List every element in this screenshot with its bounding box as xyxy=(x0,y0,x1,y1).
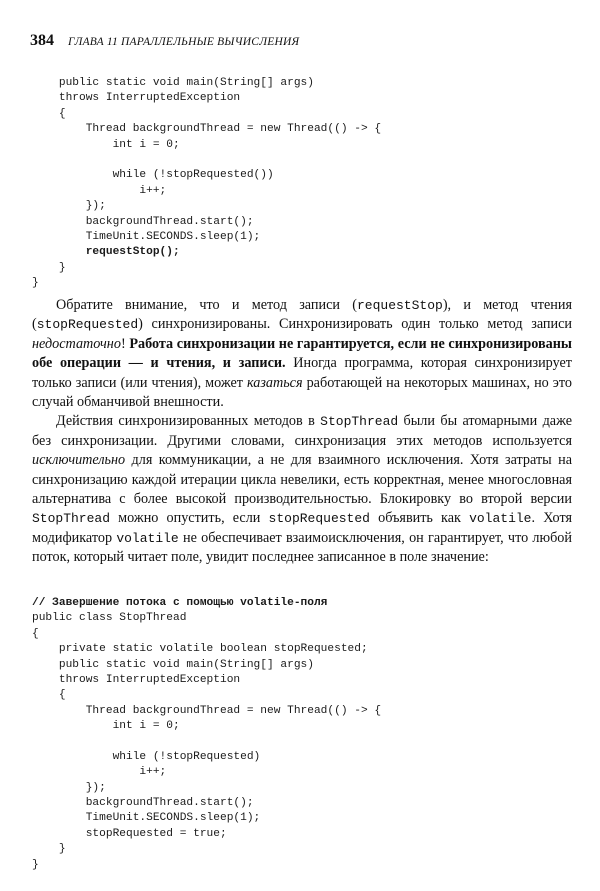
code-line: { xyxy=(32,627,39,640)
code-line: public static void main(String[] args) xyxy=(32,77,314,89)
bold-statement: Работа синхронизации не гарантируется, если не синхронизированы обе операции — и чтения, и записи. xyxy=(32,335,572,372)
code-line: private static volatile boolean stopRequested; xyxy=(32,643,368,656)
code-line: backgroundThread.start(); xyxy=(32,797,254,810)
code-line: throws InterruptedException xyxy=(32,673,241,686)
inline-code: stopRequested xyxy=(36,317,139,333)
code-line: }); xyxy=(32,781,106,794)
code-line: while (!stopRequested) xyxy=(32,750,261,763)
code-line: } xyxy=(32,261,66,274)
code-line-bold: requestStop(); xyxy=(32,246,180,259)
code-line: stopRequested = true; xyxy=(32,827,227,840)
code-comment: // Завершение потока с помощью volatile-поля xyxy=(32,597,328,609)
emphasis: казаться xyxy=(246,374,303,391)
code-line: i++; xyxy=(32,184,167,197)
code-line: Thread backgroundThread = new Thread(() -> { xyxy=(32,704,382,717)
emphasis: недостаточно xyxy=(32,335,121,352)
chapter-title: ГЛАВА 11 ПАРАЛЛЕЛЬНЫЕ ВЫЧИСЛЕНИЯ xyxy=(68,36,300,48)
code-line: { xyxy=(32,689,66,702)
code-listing-2 xyxy=(32,596,381,873)
code-line: throws InterruptedException xyxy=(32,92,241,105)
code-line xyxy=(32,153,381,168)
code-line: TimeUnit.SECONDS.sleep(1); xyxy=(32,230,261,243)
code-line: { xyxy=(32,107,66,120)
inline-code: volatile xyxy=(116,530,179,546)
code-line: } xyxy=(32,843,66,856)
code-line: public class StopThread xyxy=(32,612,187,625)
code-line: public static void main(String[] args) xyxy=(32,658,314,671)
code-listing-1 xyxy=(32,76,381,291)
inline-code: StopThread xyxy=(32,511,111,527)
code-line: TimeUnit.SECONDS.sleep(1); xyxy=(32,812,261,825)
inline-code: stopRequested xyxy=(268,511,370,527)
body-text xyxy=(32,296,572,568)
paragraph-2: Действия синхронизированных методов в StopThread были бы атомарными даже без синхронизации. Другими словами, синхронизация этих методов используется исключительно для коммуникации, а не для взаимного исключения. Хотя затраты на синхронизацию каждой итерации цикла невелики, есть корректная, менее многословная альтернатива с более высокой производительностью. Блокировку во второй версии StopThread можно опустить, если stopRequested объявить как volatile. Хотя модификатор volatile не обеспечивает взаимоисключения, он гарантирует, что любой поток, который читает поле, увидит последнее записанное в поле значение: xyxy=(32,413,572,566)
running-header xyxy=(30,32,299,50)
code-line xyxy=(32,735,381,750)
code-line: i++; xyxy=(32,766,167,779)
paragraph-1: Обратите внимание, что и метод записи (requestStop), и метод чтения (stopRequested) синхронизированы. Синхронизировать один только метод записи недостаточно! Работа синхронизации не гарантируется, если не синхронизированы обе операции — и чтения, и записи. Иногда программа, которая синхронизирует только записи (или чтения), может казаться работающей на некоторых машинах, но это случай обманчивой внешности. xyxy=(32,297,572,411)
inline-code: volatile xyxy=(469,511,532,527)
inline-code: requestStop xyxy=(356,298,443,313)
code-line: backgroundThread.start(); xyxy=(32,215,254,228)
code-line: } xyxy=(32,277,39,290)
code-line: int i = 0; xyxy=(32,720,180,733)
code-line: Thread backgroundThread = new Thread(() -> { xyxy=(32,123,382,136)
code-line: while (!stopRequested()) xyxy=(32,169,274,182)
emphasis: исключительно xyxy=(32,452,126,469)
code-line: } xyxy=(32,858,39,871)
code-line: }); xyxy=(32,200,106,213)
inline-code: StopThread xyxy=(320,414,399,430)
code-line: int i = 0; xyxy=(32,138,180,151)
page-number: 384 xyxy=(30,32,54,49)
